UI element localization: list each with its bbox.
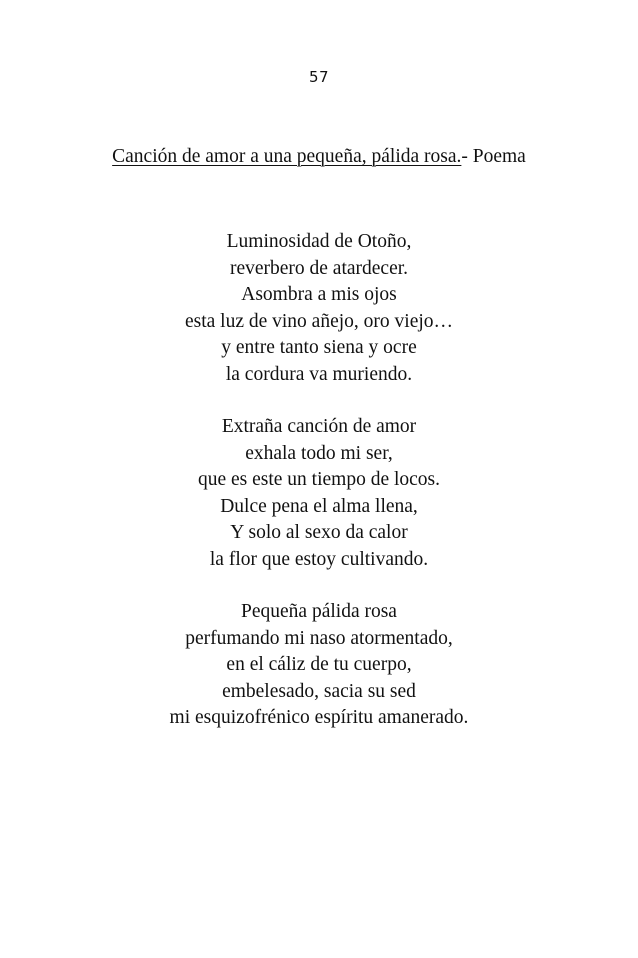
- poem-title: [0, 146, 638, 168]
- verse: y entre tanto siena y ocre: [221, 337, 417, 358]
- verse: que es este un tiempo de locos.: [197, 469, 441, 490]
- stanza-1: [0, 229, 638, 388]
- poem-title-main: Canción de amor a una pequeña, pálida rosa.: [112, 146, 462, 167]
- poem-body: [0, 229, 638, 758]
- stanza-3: [0, 599, 638, 732]
- verse: Pequeña pálida rosa: [241, 601, 397, 622]
- stanza-2: [0, 414, 638, 573]
- verse: la cordura va muriendo.: [225, 363, 413, 385]
- verse: perfumando mi naso atormentado,: [185, 627, 453, 649]
- verse: reverbero de atardecer.: [229, 257, 409, 279]
- verse: esta luz de vino añejo, oro viejo…: [184, 310, 454, 332]
- verse: Y solo al sexo da calor: [230, 522, 408, 543]
- verse: Dulce pena el alma llena,: [220, 495, 418, 517]
- verse: exhala todo mi ser,: [245, 442, 393, 464]
- verse: Extraña canción de amor: [221, 416, 417, 437]
- verse: Asombra a mis ojos: [241, 284, 397, 305]
- verse: la flor que estoy cultivando.: [209, 548, 429, 570]
- page-number: 57: [308, 68, 330, 86]
- verse: embelesado, sacia su sed: [222, 680, 416, 702]
- verse: mi esquizofrénico espíritu amanerado.: [169, 707, 469, 728]
- poem-title-suffix: - Poema: [461, 146, 526, 167]
- verse: Luminosidad de Otoño,: [226, 231, 412, 252]
- verse: en el cáliz de tu cuerpo,: [226, 654, 412, 675]
